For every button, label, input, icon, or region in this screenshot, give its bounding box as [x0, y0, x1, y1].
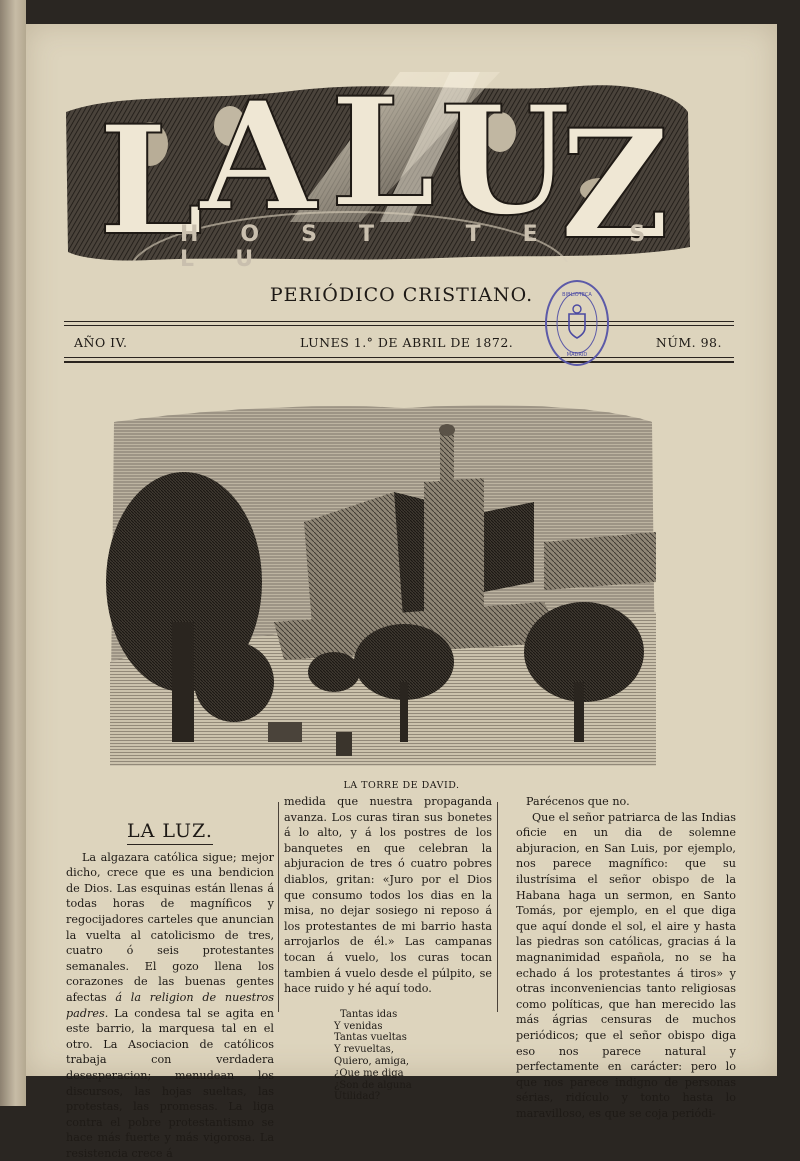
- poem-line: Y revueltas,: [334, 1044, 394, 1056]
- article-poem: [334, 1009, 492, 1103]
- svg-text:BIBLIOTECA: BIBLIOTECA: [562, 292, 592, 298]
- poem-line: Tantas idas: [340, 1008, 398, 1020]
- poem-line: ¿Son de alguna: [334, 1079, 412, 1091]
- poem-line: Y venidas: [334, 1020, 383, 1032]
- newspaper-page: [26, 24, 777, 1160]
- issue-number: NÚM. 98.: [655, 335, 722, 350]
- masthead-letter-z: Z: [560, 97, 670, 273]
- top-rule: [64, 321, 734, 322]
- adjacent-page-edge: [0, 0, 26, 1106]
- article-paragraph-4: Que el señor patriarca de las Indias oficie en un dia de solemne abjuracion, en San Luis, por ejemplo, nos parece magnífico: que su ilustrísima el señor obispo de la Habana haga un sermon, en Santo Tomás, por ejemplo, en el que diga que aquí donde el sol, el aire y hasta las piedras son católicas, gracias á la magnanimidad española, no se ha echado á los protestantes á tiros» y otras inconveniencias tanto religiosas como políticas, que han merecido las más ágrias censuras de muchos periódicos; que el señor obispo diga eso nos parece natural y perfectamente en carácter: pero lo que nos parece indigno de personas sérias, ridículo y tonto hasta lo maravilloso, es que se coja periódi-: [516, 810, 736, 1120]
- poem-line: ¿Que me diga: [334, 1067, 404, 1079]
- column-divider-2: [497, 802, 498, 1012]
- article-column-3: [516, 794, 736, 1121]
- svg-text:MADRID: MADRID: [566, 352, 588, 358]
- masthead-motto: HOST TE S LU: [180, 222, 688, 272]
- bottom-rule-thick: [64, 361, 734, 363]
- engraving-tower-of-david: [104, 382, 660, 766]
- article-column-2: [284, 794, 492, 1103]
- library-stamp-seal: [547, 282, 607, 364]
- issue-year: AÑO IV.: [74, 335, 128, 350]
- column-divider-1: [278, 802, 279, 1012]
- article-paragraph-1: La algazara católica sigue; mejor dicho, crece que es una bendicion de Dios. Las esquinas están llenas á todas horas de magníficos y regocijadores carteles que anuncian la vuelta al catolicismo de tres, cuatro ó seis protestantes semanales. El gozo llena los corazones de las buenas gentes afectas á la religion de nuestros padres. La condesa tal se agita en este barrio, la marquesa tal en el otro. La Asociacion de católicos trabaja con verdadera desesperacion; menudean los discursos, las hojas sueltas, las protestas, las promesas. La liga contra el pobre protestantismo se hace más fuerte y más vigorosa. La resistencia crece á: [66, 850, 274, 1160]
- newspaper-subtitle: PERIÓDICO CRISTIANO.: [269, 284, 534, 306]
- issue-date: LUNES 1.° DE ABRIL DE 1872.: [300, 335, 514, 350]
- masthead-letter-a: A: [200, 69, 317, 245]
- masthead-letter-l1: L: [98, 93, 204, 269]
- article-paragraph-2: medida que nuestra propaganda avanza. Los curas tiran sus bonetes á lo alto, y á los postres de los banquetes en que celebran la abjuracion de tres ó cuatro pobres diablos, gritan: «Juro por el Dios que consumo todos los dias en la misa, no dejar sosiego ni reposo á los protestantes de mi barrio hasta arrojarlos de él.» Las campanas tocan á vuelo, los curas tocan tambien á vuelo desde el púlpito, se hace ruido y hé aquí todo.: [284, 795, 492, 996]
- masthead: [60, 65, 692, 273]
- poem-line: Quiero, amiga,: [334, 1055, 410, 1067]
- library-stamp: [545, 280, 609, 366]
- top-rule-thin: [64, 325, 734, 326]
- illustration-caption: LA TORRE DE DAVID.: [343, 780, 460, 791]
- masthead-letter-l2: L: [330, 65, 436, 241]
- poem-line: Tantas vueltas: [334, 1032, 407, 1044]
- poem-line: Utilidad?: [334, 1091, 381, 1103]
- article-title: LA LUZ.: [66, 824, 274, 840]
- masthead-letter-u: U: [440, 73, 571, 249]
- bottom-rule: [64, 357, 734, 358]
- article-paragraph-3: Parécenos que no.: [526, 795, 630, 808]
